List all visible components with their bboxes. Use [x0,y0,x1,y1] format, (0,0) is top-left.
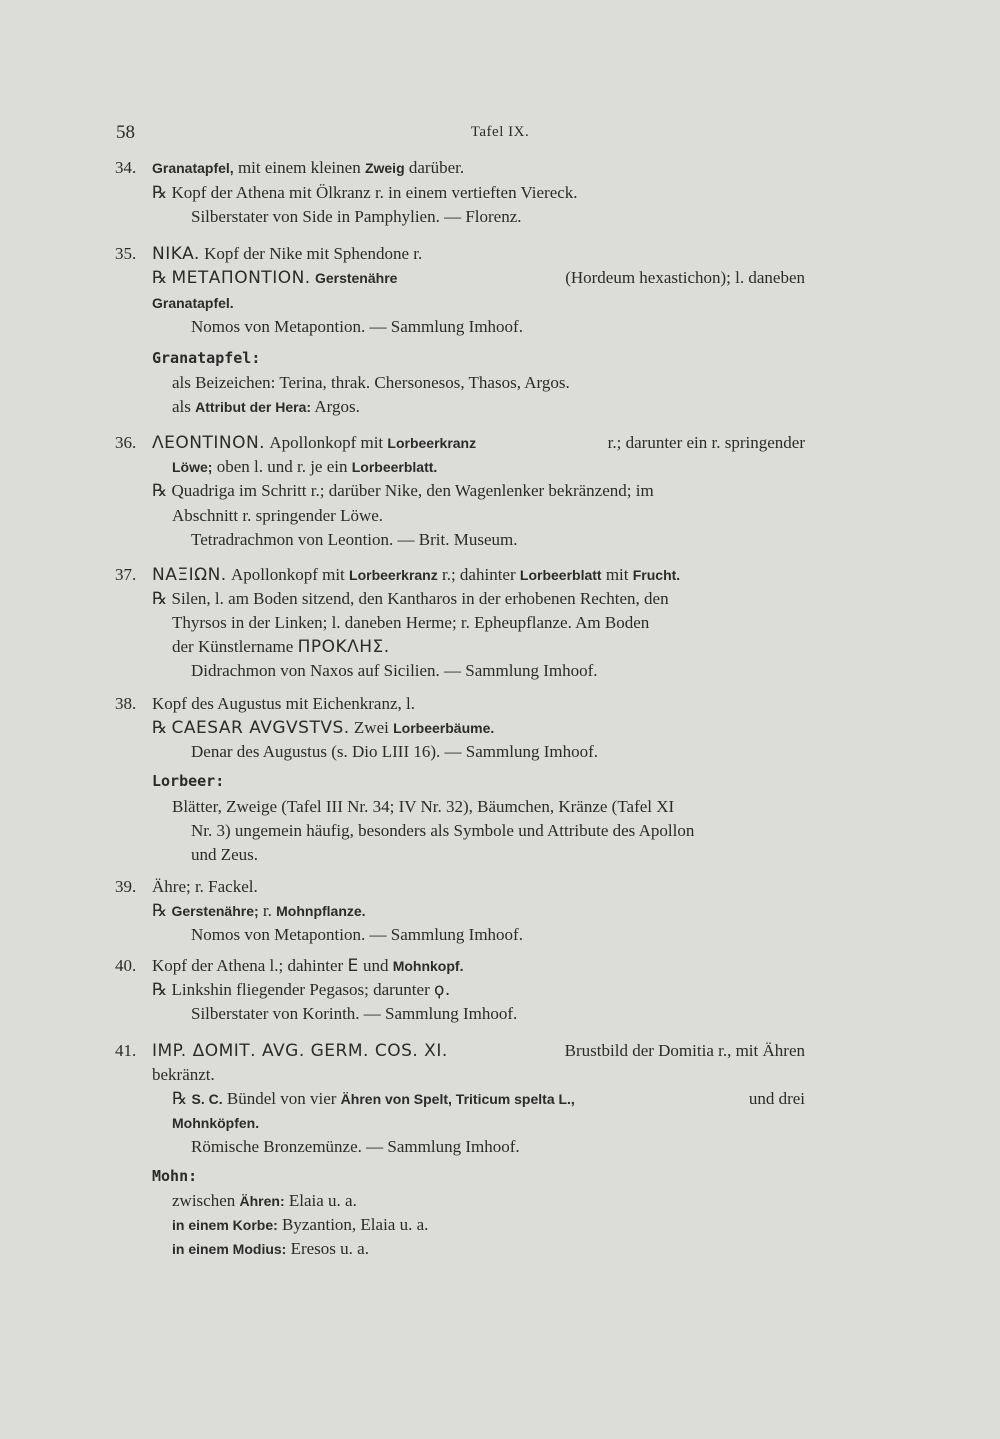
text-line: Silberstater von Side in Pamphylien. — Florenz. [191,207,522,226]
page-title: Tafel IX. [470,124,530,140]
entry-number: 36. [115,433,137,452]
text-line: Mohnköpfen. [172,1115,260,1131]
text-line: ℞ Gerstenähre; r. Mohnpflanze. [152,901,366,920]
text-line: ΝΑΞΙΩΝ. Apollonkopf mit Lorbeerkranz r.; dahinter Lorbeerblatt mit Frucht. [152,565,681,585]
text-line: als Attribut der Hera: Argos. [172,397,360,416]
text-line: Tetradrachmon von Leontion. — Brit. Museum. [191,530,518,549]
text-line: Kopf der Athena l.; dahinter E und Mohnkopf. [152,956,464,976]
entry-number: 38. [115,694,137,713]
text-line: Granatapfel, mit einem kleinen Zweig darüber. [152,158,465,177]
text-line: bekränzt. [152,1065,215,1084]
entry-number: 39. [115,877,137,896]
text-line: IMP. ΔΟΜΙΤ. AVG. GERM. COS. XI. Brustbild der Domitia r., mit Ähren [152,1041,805,1061]
text-line: ℞ S. C. Bündel von vier Ähren von Spelt, Triticum spelta L., und drei [172,1089,805,1108]
text-line: NIKA. Kopf der Nike mit Sphendone r. [152,244,423,264]
text-line: als Beizeichen: Terina, thrak. Chersonesos, Thasos, Argos. [172,373,570,392]
text-line: ℞ Quadriga im Schritt r.; darüber Nike, den Wagenlenker bekränzend; im [152,481,654,500]
text-line: Thyrsos in der Linken; l. daneben Herme; r. Epheupflanze. Am Boden [172,613,650,632]
page-number: 58 [116,122,135,143]
entry-number: 37. [115,565,137,584]
text-line: Ähre; r. Fackel. [152,877,258,896]
text-line: in einem Korbe: Byzantion, Elaia u. a. [172,1215,429,1234]
text-line: der Künstlername ΠΡΟΚΛΗΣ. [172,637,390,657]
text-line: Denar des Augustus (s. Dio LIII 16). — Sammlung Imhoof. [191,742,599,761]
text-line: Silberstater von Korinth. — Sammlung Imhoof. [191,1004,518,1023]
text-line: Nr. 3) ungemein häufig, besonders als Symbole und Attribute des Apollon [191,821,695,840]
text-line: ℞ ΜΕΤΑΠΟΝΤΙΟΝ. Gerstenähre (Hordeum hexastichon); l. daneben [152,268,805,288]
text-line: Kopf des Augustus mit Eichenkranz, l. [152,694,415,713]
text-line: Römische Bronzemünze. — Sammlung Imhoof. [191,1137,520,1156]
section-heading: Lorbeer: [152,772,225,790]
text-line: Löwe; oben l. und r. je ein Lorbeerblatt. [172,457,438,476]
entry-number: 40. [115,956,137,975]
text-line: Granatapfel. [152,295,234,311]
entry-number: 35. [115,244,137,263]
text-line: ΛΕΟΝΤΙΝΟΝ. Apollonkopf mit Lorbeerkranz r.; darunter ein r. springender [152,433,805,453]
text-line: Didrachmon von Naxos auf Sicilien. — Sammlung Imhoof. [191,661,598,680]
text-line: ℞ CAESAR AVGVSTVS. Zwei Lorbeerbäume. [152,718,495,738]
text-line: ℞ Linkshin fliegender Pegasos; darunter ϙ. [152,980,451,1000]
text-line: ℞ Kopf der Athena mit Ölkranz r. in einem vertieften Viereck. [152,183,578,202]
text-line: und Zeus. [191,845,259,864]
section-heading: Mohn: [152,1167,198,1185]
text-line: zwischen Ähren: Elaia u. a. [172,1191,357,1210]
entry-number: 34. [115,158,137,177]
section-heading: Granatapfel: [152,349,261,367]
text-line: in einem Modius: Eresos u. a. [172,1239,369,1258]
text-line: Nomos von Metapontion. — Sammlung Imhoof. [191,925,523,944]
text-line: Abschnitt r. springender Löwe. [172,506,384,525]
text-line: Blätter, Zweige (Tafel III Nr. 34; IV Nr. 32), Bäumchen, Kränze (Tafel XI [172,797,675,816]
text-line: Nomos von Metapontion. — Sammlung Imhoof. [191,317,523,336]
entry-number: 41. [115,1041,137,1060]
text-line: ℞ Silen, l. am Boden sitzend, den Kantharos in der erhobenen Rechten, den [152,589,669,608]
